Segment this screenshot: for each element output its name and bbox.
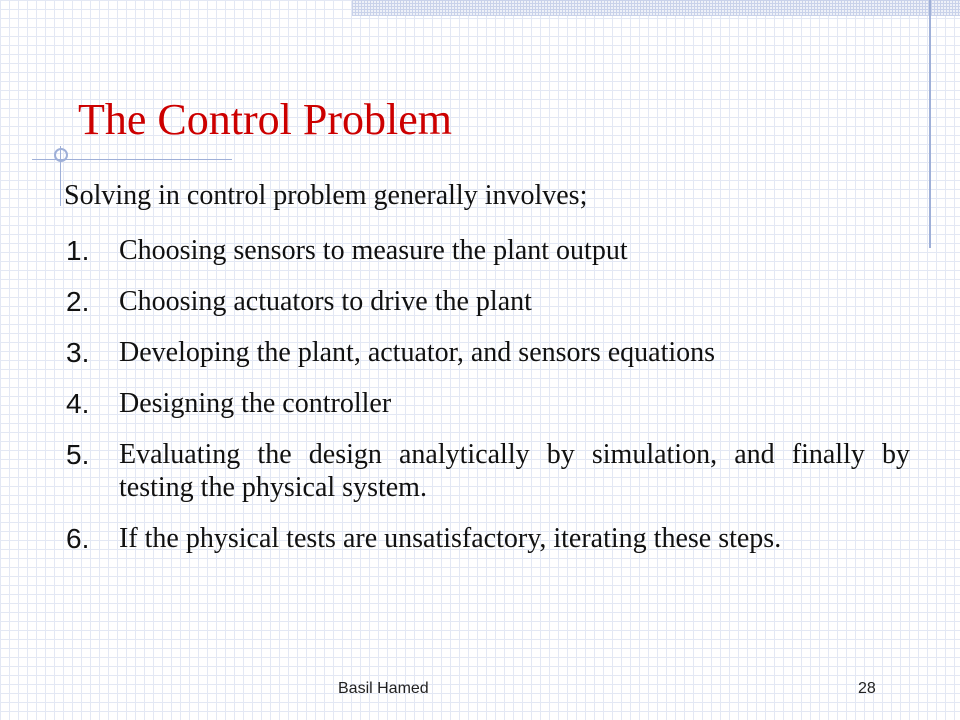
- decorative-vertical-line: [929, 0, 931, 248]
- slide-title: The Control Problem: [78, 95, 452, 144]
- list-item: [64, 522, 910, 555]
- footer-author: Basil Hamed: [338, 680, 429, 697]
- decorative-top-band: [352, 0, 960, 16]
- item-text: Choosing actuators to drive the plant: [119, 286, 532, 317]
- item-text: Evaluating the design analytically by simulation, and finally by testing the physical system.: [119, 439, 910, 503]
- intro-text: Solving in control problem generally involves;: [64, 180, 588, 211]
- page-number: 28: [858, 680, 876, 697]
- list-item: [64, 387, 910, 420]
- item-number: 4.: [66, 388, 90, 419]
- item-number: 2.: [66, 286, 90, 317]
- item-number: 6.: [66, 523, 90, 554]
- steps-list: [64, 234, 910, 573]
- item-text: Choosing sensors to measure the plant output: [119, 235, 628, 266]
- crosshair-line: [60, 146, 61, 206]
- list-item: [64, 438, 910, 504]
- item-text: Designing the controller: [119, 388, 392, 419]
- list-item: [64, 285, 910, 318]
- item-number: 3.: [66, 337, 90, 368]
- list-item: [64, 336, 910, 369]
- item-number: 5.: [66, 439, 90, 470]
- item-number: 1.: [66, 235, 90, 266]
- crosshair-circle-icon: [54, 148, 68, 162]
- list-item: [64, 234, 910, 267]
- item-text: Developing the plant, actuator, and sensors equations: [119, 337, 716, 368]
- item-text: If the physical tests are unsatisfactory, iterating these steps.: [119, 523, 782, 554]
